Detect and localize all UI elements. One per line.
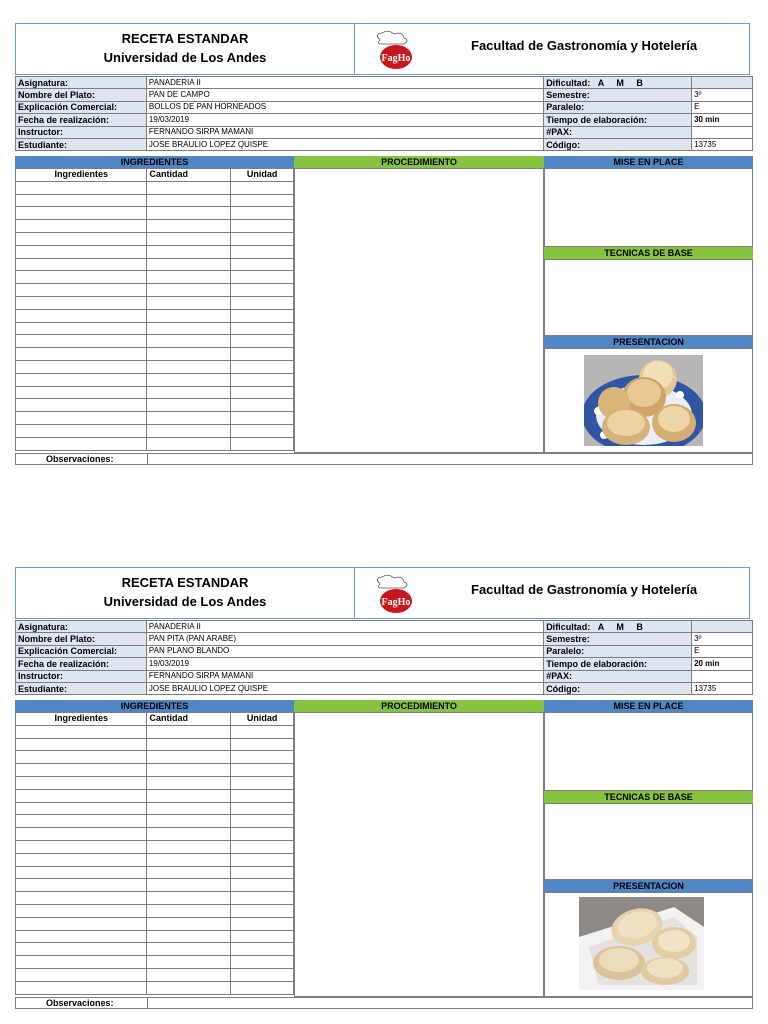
ingredient-row xyxy=(16,904,294,917)
semestre-value: 3º xyxy=(692,89,753,101)
ingredient-cell[interactable] xyxy=(16,738,147,751)
recipe-info-table xyxy=(15,76,753,151)
semestre-label: Semestre: xyxy=(544,89,692,101)
ingredient-cell[interactable] xyxy=(16,271,147,284)
ingredient-row xyxy=(16,284,294,297)
ingredient-row xyxy=(16,360,294,373)
quantity-cell[interactable] xyxy=(147,853,231,866)
ingredient-row xyxy=(16,207,294,220)
fecha-value: 19/03/2019 xyxy=(146,114,543,126)
unit-cell[interactable] xyxy=(231,360,294,373)
ingredient-row xyxy=(16,789,294,802)
pax-value xyxy=(692,126,753,138)
header-title: RECETA ESTANDAR xyxy=(121,31,249,46)
quantity-cell[interactable] xyxy=(147,360,231,373)
ingredients-table xyxy=(15,712,294,995)
plato-label: Nombre del Plato: xyxy=(16,89,147,101)
semestre-value: 3º xyxy=(692,633,753,645)
unidad-col-header: Unidad xyxy=(231,169,294,182)
ingredient-row xyxy=(16,322,294,335)
ingredient-row xyxy=(16,245,294,258)
ingredient-cell[interactable] xyxy=(16,373,147,386)
bread-rolls-photo xyxy=(584,355,703,446)
unit-cell[interactable] xyxy=(231,271,294,284)
observaciones-label: Observaciones: xyxy=(46,998,114,1008)
faculty-title: Facultad de Gastronomía y Hotelería xyxy=(471,582,698,597)
ingredient-row xyxy=(16,348,294,361)
fecha-value: 19/03/2019 xyxy=(146,658,543,670)
observaciones-row xyxy=(15,997,753,1009)
ingredient-row xyxy=(16,943,294,956)
quantity-cell[interactable] xyxy=(147,386,231,399)
quantity-cell[interactable] xyxy=(147,322,231,335)
observaciones-divider xyxy=(147,454,148,465)
quantity-cell[interactable] xyxy=(147,968,231,981)
quantity-cell[interactable] xyxy=(147,284,231,297)
codigo-value: 13735 xyxy=(692,138,753,150)
ingredient-row xyxy=(16,412,294,425)
estudiante-value: JOSE BRAULIO LOPEZ QUISPE xyxy=(146,682,543,694)
unit-cell[interactable] xyxy=(231,789,294,802)
quantity-cell[interactable] xyxy=(147,840,231,853)
quantity-cell[interactable] xyxy=(147,220,231,233)
ingredient-cell[interactable] xyxy=(16,424,147,437)
dificultad-options: A M B xyxy=(597,621,643,632)
unit-cell[interactable] xyxy=(231,194,294,207)
ingredient-row xyxy=(16,437,294,450)
ingredient-row xyxy=(16,373,294,386)
section-tecnicas-base: TECNICAS DE BASE xyxy=(544,791,753,803)
quantity-cell[interactable] xyxy=(147,943,231,956)
recipe-info-table xyxy=(15,620,753,695)
ingredient-row xyxy=(16,296,294,309)
fagho-logo-icon xyxy=(370,30,422,72)
estudiante-value: JOSE BRAULIO LOPEZ QUISPE xyxy=(146,138,543,150)
unit-cell[interactable] xyxy=(231,840,294,853)
quantity-cell[interactable] xyxy=(147,207,231,220)
quantity-cell[interactable] xyxy=(147,776,231,789)
unit-cell[interactable] xyxy=(231,866,294,879)
ingredient-cell[interactable] xyxy=(16,815,147,828)
unit-cell[interactable] xyxy=(231,245,294,258)
mise-en-place-area[interactable] xyxy=(544,168,753,247)
unit-cell[interactable] xyxy=(231,386,294,399)
unit-cell[interactable] xyxy=(231,258,294,271)
quantity-cell[interactable] xyxy=(147,764,231,777)
asignatura-value: PANADERIA II xyxy=(146,621,543,633)
ingredient-cell[interactable] xyxy=(16,348,147,361)
paralelo-label: Paralelo: xyxy=(544,645,692,657)
plato-value: PAN PITA (PAN ARABE) xyxy=(146,633,543,645)
pax-label: #PAX: xyxy=(544,670,692,682)
unit-cell[interactable] xyxy=(231,232,294,245)
ingredient-cell[interactable] xyxy=(16,437,147,450)
ingredient-cell[interactable] xyxy=(16,968,147,981)
ingredient-row xyxy=(16,764,294,777)
cantidad-col-header: Cantidad xyxy=(147,713,231,726)
pax-label: #PAX: xyxy=(544,126,692,138)
quantity-cell[interactable] xyxy=(147,194,231,207)
unit-cell[interactable] xyxy=(231,968,294,981)
ingredient-row xyxy=(16,815,294,828)
ingredient-row xyxy=(16,181,294,194)
quantity-cell[interactable] xyxy=(147,828,231,841)
recipe-body xyxy=(15,700,753,997)
ingredient-cell[interactable] xyxy=(16,386,147,399)
mise-en-place-area[interactable] xyxy=(544,712,753,791)
observaciones-label: Observaciones: xyxy=(46,454,114,464)
ingredient-cell[interactable] xyxy=(16,399,147,412)
ingredients-table xyxy=(15,168,294,451)
semestre-label: Semestre: xyxy=(544,633,692,645)
header-title: RECETA ESTANDAR xyxy=(121,575,249,590)
ingredient-row xyxy=(16,968,294,981)
tecnicas-area[interactable] xyxy=(544,803,753,880)
ingredient-cell[interactable] xyxy=(16,943,147,956)
ingredient-cell[interactable] xyxy=(16,322,147,335)
unit-cell[interactable] xyxy=(231,284,294,297)
quantity-cell[interactable] xyxy=(147,399,231,412)
ingredient-row xyxy=(16,271,294,284)
ingredient-row xyxy=(16,220,294,233)
ingredient-cell[interactable] xyxy=(16,802,147,815)
ingredient-cell[interactable] xyxy=(16,725,147,738)
ingredientes-col-header: Ingredientes xyxy=(16,169,147,182)
fagho-logo-icon xyxy=(370,574,422,616)
procedimiento-area[interactable] xyxy=(294,712,544,997)
ingredient-row xyxy=(16,725,294,738)
quantity-cell[interactable] xyxy=(147,789,231,802)
quantity-cell[interactable] xyxy=(147,917,231,930)
ingredient-cell[interactable] xyxy=(16,917,147,930)
recipe-sheet-2 xyxy=(15,567,753,1012)
quantity-cell[interactable] xyxy=(147,348,231,361)
ingredient-cell[interactable] xyxy=(16,930,147,943)
header-university: Universidad de Los Andes xyxy=(103,594,267,609)
ingredient-cell[interactable] xyxy=(16,751,147,764)
ingredient-cell[interactable] xyxy=(16,853,147,866)
tiempo-value: 30 min xyxy=(692,114,753,126)
ingredient-row xyxy=(16,258,294,271)
fecha-label: Fecha de realización: xyxy=(16,114,147,126)
ingredient-cell[interactable] xyxy=(16,828,147,841)
quantity-cell[interactable] xyxy=(147,335,231,348)
instructor-value: FERNANDO SIRPA MAMANI xyxy=(146,670,543,682)
explicacion-value: BOLLOS DE PAN HORNEADOS xyxy=(146,101,543,113)
explicacion-value: PAN PLANO BLANDO xyxy=(146,645,543,657)
quantity-cell[interactable] xyxy=(147,245,231,258)
tiempo-label: Tiempo de elaboración: xyxy=(544,658,692,670)
cantidad-col-header: Cantidad xyxy=(147,169,231,182)
instructor-label: Instructor: xyxy=(16,670,147,682)
unit-cell[interactable] xyxy=(231,956,294,969)
ingredient-cell[interactable] xyxy=(16,296,147,309)
unit-cell[interactable] xyxy=(231,725,294,738)
unit-cell[interactable] xyxy=(231,930,294,943)
ingredient-row xyxy=(16,956,294,969)
section-tecnicas-base: TECNICAS DE BASE xyxy=(544,247,753,259)
codigo-label: Código: xyxy=(544,682,692,694)
unit-cell[interactable] xyxy=(231,348,294,361)
section-mise-en-place: MISE EN PLACE xyxy=(544,156,753,168)
ingredient-row xyxy=(16,828,294,841)
ingredient-row xyxy=(16,917,294,930)
ingredient-cell[interactable] xyxy=(16,232,147,245)
unit-cell[interactable] xyxy=(231,322,294,335)
quantity-cell[interactable] xyxy=(147,271,231,284)
unit-cell[interactable] xyxy=(231,943,294,956)
ingredient-cell[interactable] xyxy=(16,207,147,220)
asignatura-label: Asignatura: xyxy=(16,77,147,89)
recipe-sheet-1 xyxy=(15,23,753,468)
section-ingredientes: INGREDIENTES xyxy=(15,156,294,168)
quantity-cell[interactable] xyxy=(147,296,231,309)
section-presentacion: PRESENTACION xyxy=(544,880,753,892)
paralelo-value: E xyxy=(692,645,753,657)
ingredient-row xyxy=(16,981,294,994)
quantity-cell[interactable] xyxy=(147,751,231,764)
quantity-cell[interactable] xyxy=(147,232,231,245)
unit-cell[interactable] xyxy=(231,853,294,866)
recipe-header xyxy=(15,567,750,619)
unit-cell[interactable] xyxy=(231,412,294,425)
tiempo-label: Tiempo de elaboración: xyxy=(544,114,692,126)
ingredient-cell[interactable] xyxy=(16,776,147,789)
ingredient-cell[interactable] xyxy=(16,904,147,917)
unit-cell[interactable] xyxy=(231,776,294,789)
ingredient-cell[interactable] xyxy=(16,284,147,297)
quantity-cell[interactable] xyxy=(147,802,231,815)
ingredient-cell[interactable] xyxy=(16,194,147,207)
dificultad-label: Dificultad: xyxy=(546,621,591,632)
unit-cell[interactable] xyxy=(231,815,294,828)
ingredient-row xyxy=(16,879,294,892)
pax-value xyxy=(692,670,753,682)
unit-cell[interactable] xyxy=(231,904,294,917)
recipe-header xyxy=(15,23,750,75)
quantity-cell[interactable] xyxy=(147,892,231,905)
quantity-cell[interactable] xyxy=(147,981,231,994)
dificultad-options: A M B xyxy=(597,77,643,88)
unit-cell[interactable] xyxy=(231,424,294,437)
quantity-cell[interactable] xyxy=(147,424,231,437)
ingredient-cell[interactable] xyxy=(16,258,147,271)
section-procedimiento: PROCEDIMIENTO xyxy=(294,700,544,712)
ingredient-row xyxy=(16,866,294,879)
quantity-cell[interactable] xyxy=(147,956,231,969)
unit-cell[interactable] xyxy=(231,309,294,322)
quantity-cell[interactable] xyxy=(147,437,231,450)
unit-cell[interactable] xyxy=(231,981,294,994)
ingredient-cell[interactable] xyxy=(16,866,147,879)
asignatura-label: Asignatura: xyxy=(16,621,147,633)
header-left xyxy=(16,24,355,74)
ingredient-row xyxy=(16,751,294,764)
ingredient-row xyxy=(16,232,294,245)
unit-cell[interactable] xyxy=(231,764,294,777)
quantity-cell[interactable] xyxy=(147,879,231,892)
unit-cell[interactable] xyxy=(231,879,294,892)
quantity-cell[interactable] xyxy=(147,373,231,386)
instructor-label: Instructor: xyxy=(16,126,147,138)
quantity-cell[interactable] xyxy=(147,412,231,425)
tecnicas-area[interactable] xyxy=(544,259,753,336)
ingredient-row xyxy=(16,194,294,207)
quantity-cell[interactable] xyxy=(147,904,231,917)
ingredient-cell[interactable] xyxy=(16,879,147,892)
ingredient-cell[interactable] xyxy=(16,789,147,802)
unit-cell[interactable] xyxy=(231,399,294,412)
ingredient-cell[interactable] xyxy=(16,412,147,425)
unit-cell[interactable] xyxy=(231,738,294,751)
section-mise-en-place: MISE EN PLACE xyxy=(544,700,753,712)
ingredient-cell[interactable] xyxy=(16,360,147,373)
observaciones-divider xyxy=(147,998,148,1009)
procedimiento-area[interactable] xyxy=(294,168,544,453)
unit-cell[interactable] xyxy=(231,917,294,930)
ingredient-row xyxy=(16,424,294,437)
pita-bread-photo xyxy=(579,897,704,990)
logo-text: FagHo xyxy=(381,53,411,64)
estudiante-label: Estudiante: xyxy=(16,138,147,150)
unit-cell[interactable] xyxy=(231,373,294,386)
paralelo-value: E xyxy=(692,101,753,113)
plato-label: Nombre del Plato: xyxy=(16,633,147,645)
fecha-label: Fecha de realización: xyxy=(16,658,147,670)
section-ingredientes: INGREDIENTES xyxy=(15,700,294,712)
explicacion-label: Explicación Comercial: xyxy=(16,645,147,657)
section-presentacion: PRESENTACION xyxy=(544,336,753,348)
unit-cell[interactable] xyxy=(231,296,294,309)
unit-cell[interactable] xyxy=(231,335,294,348)
unit-cell[interactable] xyxy=(231,751,294,764)
unidad-col-header: Unidad xyxy=(231,713,294,726)
ingredient-row xyxy=(16,853,294,866)
unit-cell[interactable] xyxy=(231,220,294,233)
header-university: Universidad de Los Andes xyxy=(103,50,267,65)
ingredient-cell[interactable] xyxy=(16,840,147,853)
ingredient-row xyxy=(16,802,294,815)
ingredient-row xyxy=(16,776,294,789)
quantity-cell[interactable] xyxy=(147,738,231,751)
quantity-cell[interactable] xyxy=(147,866,231,879)
unit-cell[interactable] xyxy=(231,181,294,194)
quantity-cell[interactable] xyxy=(147,181,231,194)
ingredient-row xyxy=(16,386,294,399)
ingredient-row xyxy=(16,930,294,943)
quantity-cell[interactable] xyxy=(147,930,231,943)
ingredient-row xyxy=(16,840,294,853)
tiempo-value: 20 min xyxy=(692,658,753,670)
instructor-value: FERNANDO SIRPA MAMANI xyxy=(146,126,543,138)
paralelo-label: Paralelo: xyxy=(544,101,692,113)
logo-text: FagHo xyxy=(381,597,411,608)
unit-cell[interactable] xyxy=(231,802,294,815)
quantity-cell[interactable] xyxy=(147,309,231,322)
unit-cell[interactable] xyxy=(231,828,294,841)
faculty-title: Facultad de Gastronomía y Hotelería xyxy=(471,38,698,53)
dificultad-label: Dificultad: xyxy=(546,77,591,88)
section-procedimiento: PROCEDIMIENTO xyxy=(294,156,544,168)
ingredient-row xyxy=(16,335,294,348)
codigo-label: Código: xyxy=(544,138,692,150)
quantity-cell[interactable] xyxy=(147,258,231,271)
ingredient-row xyxy=(16,309,294,322)
ingredient-cell[interactable] xyxy=(16,764,147,777)
header-left xyxy=(16,568,355,618)
ingredient-cell[interactable] xyxy=(16,245,147,258)
codigo-value: 13735 xyxy=(692,682,753,694)
ingredient-cell[interactable] xyxy=(16,892,147,905)
ingredient-cell[interactable] xyxy=(16,220,147,233)
quantity-cell[interactable] xyxy=(147,725,231,738)
ingredient-row xyxy=(16,399,294,412)
recipe-body xyxy=(15,156,753,453)
observaciones-row xyxy=(15,453,753,465)
ingredient-cell[interactable] xyxy=(16,335,147,348)
ingredient-row xyxy=(16,738,294,751)
ingredientes-col-header: Ingredientes xyxy=(16,713,147,726)
unit-cell[interactable] xyxy=(231,892,294,905)
plato-value: PAN DE CAMPO xyxy=(146,89,543,101)
ingredient-cell[interactable] xyxy=(16,956,147,969)
ingredient-cell[interactable] xyxy=(16,981,147,994)
asignatura-value: PANADERIA II xyxy=(146,77,543,89)
estudiante-label: Estudiante: xyxy=(16,682,147,694)
quantity-cell[interactable] xyxy=(147,815,231,828)
unit-cell[interactable] xyxy=(231,207,294,220)
ingredient-row xyxy=(16,892,294,905)
unit-cell[interactable] xyxy=(231,437,294,450)
explicacion-label: Explicación Comercial: xyxy=(16,101,147,113)
ingredient-cell[interactable] xyxy=(16,309,147,322)
ingredient-cell[interactable] xyxy=(16,181,147,194)
